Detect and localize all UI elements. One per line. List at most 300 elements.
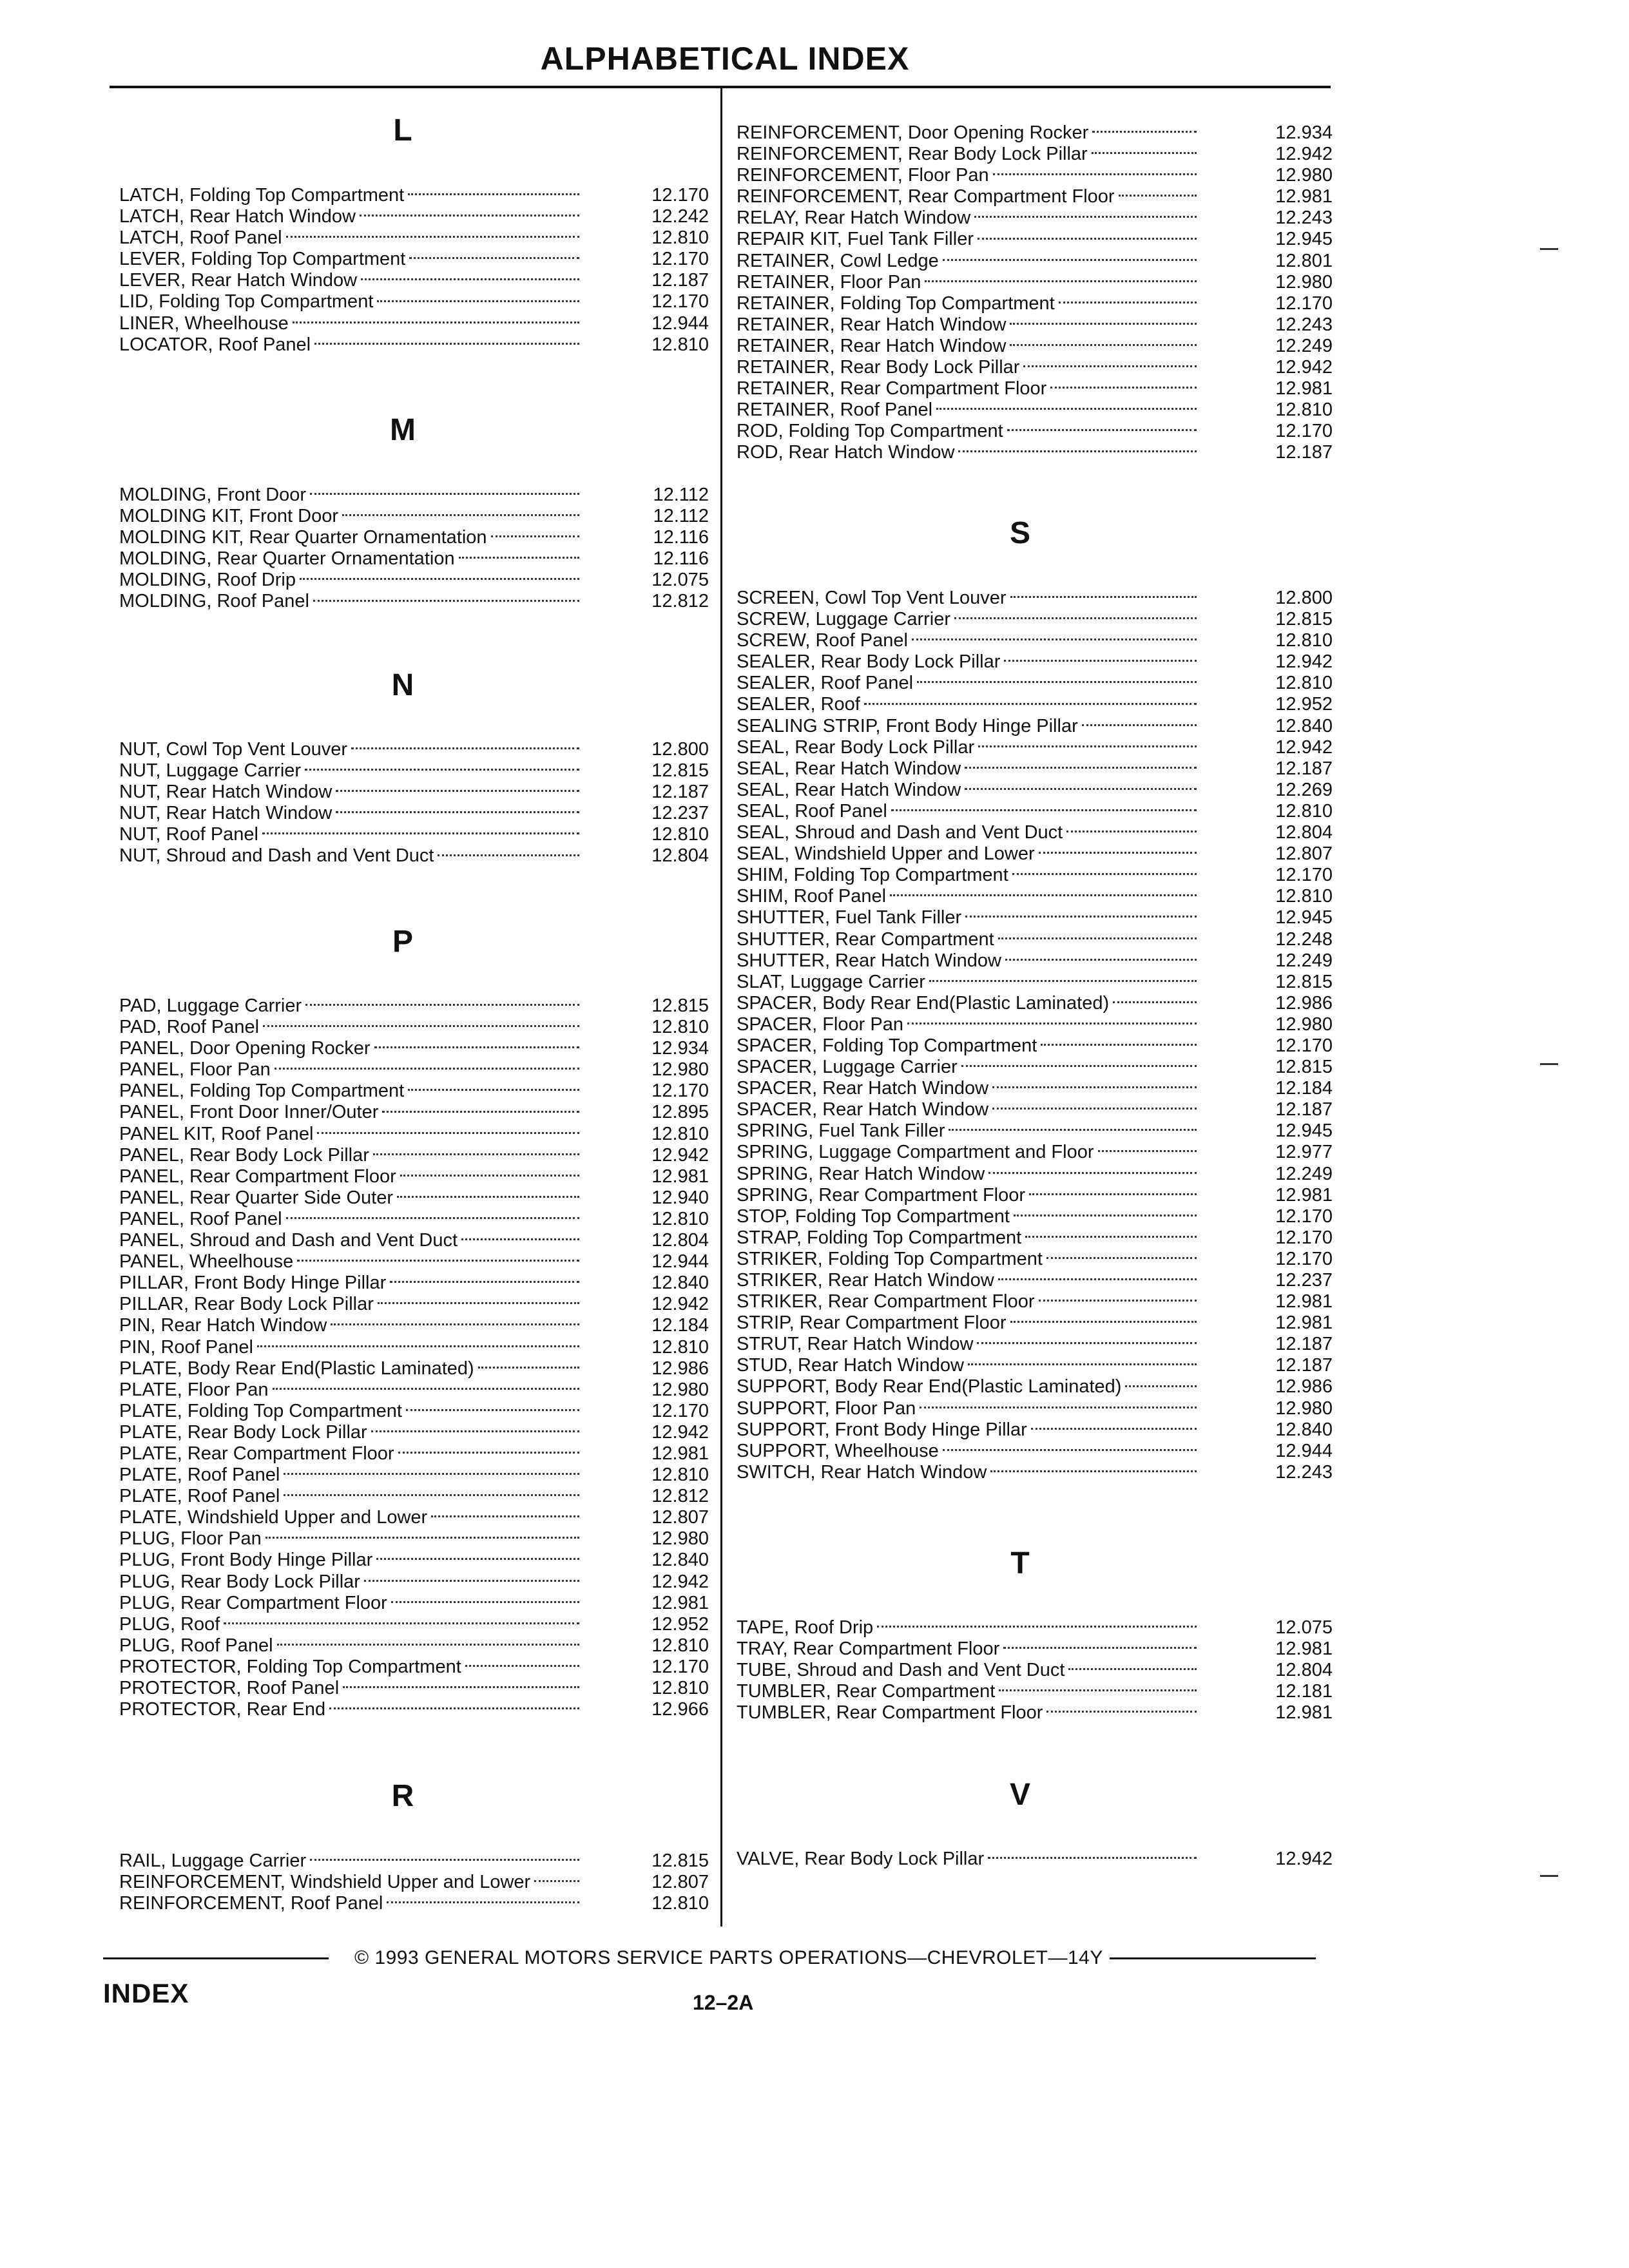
- index-entry: [119, 313, 709, 334]
- section-letter: P: [392, 925, 413, 959]
- dot-leader: [1039, 852, 1197, 854]
- dot-leader: [293, 322, 579, 323]
- entry-name: LID, Folding Top Compartment: [119, 291, 374, 312]
- dot-leader: [1125, 1385, 1197, 1387]
- dot-leader: [978, 745, 1197, 747]
- section-label: INDEX: [103, 1978, 189, 2008]
- entry-name: TUBE, Shroud and Dash and Vent Duct: [737, 1660, 1065, 1681]
- dot-leader: [1025, 1236, 1197, 1238]
- entry-name: STRIKER, Rear Compartment Floor: [737, 1291, 1035, 1312]
- entry-reference: 12.170: [651, 1400, 709, 1421]
- entry-name: NUT, Rear Hatch Window: [119, 782, 333, 803]
- index-entry: [119, 1872, 709, 1893]
- index-entry: [119, 1315, 709, 1336]
- page-number: 12–2A: [693, 1991, 754, 2014]
- entry-name: PLATE, Floor Pan: [119, 1379, 269, 1400]
- entry-name: PLUG, Front Body Hinge Pillar: [119, 1550, 373, 1571]
- index-entry: [737, 950, 1333, 972]
- dot-leader: [1113, 1001, 1197, 1003]
- dot-leader: [1082, 724, 1197, 726]
- index-entry: [737, 207, 1333, 229]
- dot-leader: [949, 1129, 1197, 1131]
- entry-reference: 12.187: [1275, 1099, 1333, 1120]
- entry-reference: 12.810: [1275, 399, 1333, 421]
- entry-name: MOLDING, Front Door: [119, 485, 307, 505]
- section-letter: T: [1010, 1546, 1030, 1581]
- index-entry: [737, 144, 1333, 165]
- entry-name: MOLDING, Roof Drip: [119, 570, 296, 591]
- entry-reference: 12.184: [651, 1315, 709, 1336]
- dot-leader: [297, 1260, 579, 1262]
- entry-name: PIN, Roof Panel: [119, 1336, 253, 1358]
- entry-reference: 12.815: [651, 1850, 709, 1871]
- index-entry: [737, 865, 1333, 886]
- entry-reference: 12.942: [651, 1571, 709, 1592]
- entry-name: RETAINER, Floor Pan: [737, 271, 921, 293]
- entry-name: MOLDING, Rear Quarter Ornamentation: [119, 548, 455, 570]
- index-entry: [119, 1528, 709, 1550]
- entry-name: PANEL KIT, Roof Panel: [119, 1123, 314, 1144]
- entry-name: SEAL, Rear Hatch Window: [737, 758, 961, 779]
- entry-name: PROTECTOR, Rear End: [119, 1699, 326, 1720]
- index-entry: [737, 1334, 1333, 1355]
- entry-reference: 12.187: [1275, 442, 1333, 463]
- index-entry: [119, 824, 709, 845]
- index-entry: [737, 165, 1333, 186]
- entry-reference: 12.810: [1275, 630, 1333, 651]
- index-entry: [119, 591, 709, 612]
- entry-reference: 12.942: [651, 1144, 709, 1166]
- dot-leader: [925, 280, 1197, 282]
- index-entry: [737, 588, 1333, 609]
- dot-leader: [1012, 873, 1197, 875]
- entry-name: ROD, Folding Top Compartment: [737, 421, 1003, 442]
- entry-reference: 12.170: [1275, 1206, 1333, 1227]
- entry-name: SEALING STRIP, Front Body Hinge Pillar: [737, 715, 1078, 736]
- entry-reference: 12.981: [1275, 378, 1333, 399]
- index-entry: [737, 993, 1333, 1014]
- entry-name: SHUTTER, Rear Hatch Window: [737, 950, 1001, 971]
- entry-name: LOCATOR, Roof Panel: [119, 334, 311, 355]
- entry-reference: 12.269: [1275, 779, 1333, 800]
- dot-leader: [275, 1068, 579, 1070]
- entry-name: SPRING, Luggage Compartment and Floor: [737, 1142, 1094, 1163]
- entry-reference: 12.895: [651, 1102, 709, 1123]
- entry-reference: 12.810: [651, 1678, 709, 1698]
- entry-name: STUD, Rear Hatch Window: [737, 1355, 964, 1376]
- index-entry: [119, 1401, 709, 1422]
- entry-reference: 12.810: [1275, 800, 1333, 822]
- dot-leader: [409, 257, 579, 259]
- index-entry: [119, 1699, 709, 1720]
- entry-name: PLUG, Rear Compartment Floor: [119, 1592, 387, 1613]
- entry-reference: 12.981: [1275, 1291, 1333, 1312]
- entry-name: LATCH, Rear Hatch Window: [119, 206, 356, 227]
- entry-name: LEVER, Folding Top Compartment: [119, 249, 406, 270]
- entry-reference: 12.187: [1275, 1355, 1333, 1376]
- entry-name: PLATE, Rear Body Lock Pillar: [119, 1421, 367, 1443]
- entry-reference: 12.977: [1275, 1142, 1333, 1163]
- dot-leader: [992, 1108, 1197, 1110]
- entry-reference: 12.804: [1275, 822, 1333, 843]
- dot-leader: [360, 215, 579, 216]
- entry-name: SCREW, Roof Panel: [737, 630, 908, 651]
- dot-leader: [374, 1046, 579, 1048]
- index-entry: [737, 1206, 1333, 1227]
- entry-reference: 12.116: [653, 548, 709, 570]
- entry-list: [737, 1849, 1333, 1870]
- dot-leader: [277, 1644, 579, 1646]
- index-entry: [737, 1014, 1333, 1035]
- entry-reference: 12.170: [651, 1656, 709, 1677]
- index-entry: [737, 780, 1333, 801]
- entry-name: TAPE, Roof Drip: [737, 1617, 874, 1638]
- entry-reference: 12.944: [1275, 1440, 1333, 1461]
- entry-name: PROTECTOR, Folding Top Compartment: [119, 1656, 461, 1677]
- index-entry: [119, 739, 709, 760]
- index-entry: [737, 229, 1333, 250]
- entry-name: REINFORCEMENT, Roof Panel: [119, 1893, 383, 1914]
- index-entry: [737, 1681, 1333, 1702]
- dot-leader: [965, 767, 1197, 769]
- entry-reference: 12.981: [651, 1592, 709, 1613]
- entry-name: STRIKER, Folding Top Compartment: [737, 1248, 1043, 1269]
- dot-leader: [864, 703, 1197, 705]
- entry-name: SCREW, Luggage Carrier: [737, 609, 951, 630]
- entry-name: RETAINER, Folding Top Compartment: [737, 293, 1055, 314]
- entry-name: PILLAR, Rear Body Lock Pillar: [119, 1294, 374, 1315]
- dot-leader: [400, 1175, 579, 1177]
- index-entry: [737, 1185, 1333, 1206]
- index-entry: [737, 822, 1333, 843]
- dot-leader: [1046, 1711, 1197, 1713]
- margin-tick: [1540, 248, 1558, 250]
- entry-list: [119, 185, 709, 356]
- entry-name: STRIP, Rear Compartment Floor: [737, 1312, 1007, 1334]
- entry-name: PANEL, Folding Top Compartment: [119, 1081, 405, 1102]
- entry-reference: 12.181: [1275, 1681, 1333, 1702]
- entry-reference: 12.237: [651, 803, 709, 824]
- index-entry: [119, 760, 709, 782]
- dot-leader: [1010, 344, 1197, 346]
- index-entry: [119, 1294, 709, 1315]
- index-entry: [119, 1507, 709, 1528]
- entry-reference: 12.952: [1275, 694, 1333, 715]
- dot-leader: [310, 493, 579, 495]
- footer-line: [103, 1947, 1327, 1969]
- entry-reference: 12.801: [1275, 250, 1333, 271]
- entry-reference: 12.804: [651, 1230, 709, 1251]
- entry-name: NUT, Luggage Carrier: [119, 760, 302, 782]
- entry-reference: 12.840: [651, 1273, 709, 1294]
- entry-reference: 12.980: [1275, 1014, 1333, 1035]
- dot-leader: [376, 1558, 579, 1560]
- entry-reference: 12.170: [651, 1081, 709, 1102]
- entry-name: SPRING, Rear Hatch Window: [737, 1163, 985, 1184]
- dot-leader: [1092, 152, 1197, 154]
- entry-name: PLUG, Rear Body Lock Pillar: [119, 1571, 360, 1592]
- dot-leader: [1005, 959, 1197, 961]
- entry-reference: 12.170: [1275, 1227, 1333, 1248]
- entry-name: PANEL, Wheelhouse: [119, 1251, 294, 1273]
- dot-leader: [257, 1345, 579, 1347]
- index-entry: [119, 1102, 709, 1123]
- dot-leader: [273, 1388, 579, 1390]
- entry-name: SEAL, Rear Body Lock Pillar: [737, 736, 975, 758]
- entry-reference: 12.810: [1275, 886, 1333, 907]
- index-entry: [737, 251, 1333, 272]
- index-entry: [119, 1358, 709, 1379]
- dot-leader: [461, 1238, 579, 1240]
- footer-rule-right: [1110, 1957, 1316, 1959]
- dot-leader: [351, 747, 579, 749]
- index-entry: [737, 1142, 1333, 1163]
- entry-list: [119, 995, 709, 1720]
- index-entry: [119, 1379, 709, 1401]
- dot-leader: [263, 1025, 579, 1027]
- entry-reference: 12.966: [651, 1699, 709, 1720]
- dot-leader: [936, 408, 1197, 410]
- entry-name: PANEL, Roof Panel: [119, 1208, 282, 1229]
- index-entry: [119, 1337, 709, 1358]
- dot-leader: [1098, 1150, 1197, 1152]
- index-entry: [119, 1038, 709, 1059]
- index-entry: [737, 1099, 1333, 1120]
- index-entry: [737, 293, 1333, 314]
- index-entry: [119, 1422, 709, 1443]
- index-entry: [737, 421, 1333, 442]
- dot-leader: [1059, 302, 1197, 303]
- dot-leader: [390, 1281, 579, 1283]
- margin-tick: [1540, 1875, 1558, 1877]
- index-entry: [737, 716, 1333, 737]
- entry-reference: 12.112: [653, 506, 709, 527]
- entry-name: PLATE, Rear Compartment Floor: [119, 1443, 394, 1464]
- entry-name: SUPPORT, Body Rear End(Plastic Laminated): [737, 1376, 1122, 1398]
- entry-name: SHIM, Folding Top Compartment: [737, 865, 1008, 886]
- dot-leader: [998, 937, 1197, 939]
- entry-reference: 12.980: [651, 1059, 709, 1081]
- index-entry: [119, 1635, 709, 1657]
- dot-leader: [999, 1689, 1197, 1691]
- entry-reference: 12.810: [651, 1635, 709, 1656]
- entry-name: SLAT, Luggage Carrier: [737, 971, 925, 992]
- dot-leader: [286, 236, 579, 238]
- index-entry: [119, 1273, 709, 1294]
- entry-reference: 12.812: [651, 1486, 709, 1507]
- dot-leader: [990, 1470, 1197, 1472]
- dot-leader: [965, 916, 1197, 918]
- dot-leader: [377, 300, 579, 302]
- index-entry: [737, 843, 1333, 865]
- index-entry: [119, 1166, 709, 1187]
- entry-reference: 12.804: [1275, 1660, 1333, 1681]
- entry-name: PAD, Luggage Carrier: [119, 995, 302, 1016]
- section-letter: N: [391, 668, 414, 702]
- dot-leader: [378, 1302, 579, 1304]
- entry-name: PLATE, Windshield Upper and Lower: [119, 1507, 428, 1528]
- entry-name: NUT, Roof Panel: [119, 824, 258, 845]
- index-entry: [119, 1209, 709, 1230]
- index-entry: [737, 1702, 1333, 1724]
- index-entry: [737, 272, 1333, 293]
- index-entry: [737, 1057, 1333, 1078]
- index-entry: [737, 1249, 1333, 1270]
- entry-name: SPRING, Fuel Tank Filler: [737, 1120, 945, 1142]
- entry-name: PANEL, Door Opening Rocker: [119, 1038, 371, 1059]
- index-entry: [119, 1081, 709, 1102]
- dot-leader: [286, 1217, 579, 1219]
- dot-leader: [431, 1515, 579, 1517]
- dot-leader: [907, 1023, 1197, 1024]
- entry-name: REINFORCEMENT, Door Opening Rocker: [737, 122, 1089, 143]
- dot-leader: [387, 1901, 579, 1903]
- dot-leader: [992, 1086, 1197, 1088]
- dot-leader: [343, 1686, 579, 1688]
- index-entry: [737, 1078, 1333, 1099]
- entry-name: LINER, Wheelhouse: [119, 312, 289, 334]
- entry-reference: 12.942: [1275, 357, 1333, 378]
- entry-name: VALVE, Rear Body Lock Pillar: [737, 1849, 985, 1869]
- dot-leader: [391, 1601, 579, 1603]
- dot-leader: [968, 1363, 1197, 1365]
- dot-leader: [958, 450, 1197, 452]
- dot-leader: [988, 1172, 1197, 1174]
- entry-name: SHIM, Roof Panel: [737, 886, 887, 907]
- dot-leader: [331, 1323, 579, 1325]
- entry-reference: 12.170: [651, 291, 709, 312]
- index-entry: [119, 485, 709, 506]
- index-entry: [737, 1617, 1333, 1639]
- entry-reference: 12.807: [651, 1872, 709, 1893]
- entry-name: PAD, Roof Panel: [119, 1017, 260, 1038]
- dot-leader: [1029, 1193, 1197, 1195]
- entry-reference: 12.942: [1275, 1849, 1333, 1869]
- entry-name: RETAINER, Rear Body Lock Pillar: [737, 357, 1020, 378]
- dot-leader: [1004, 660, 1197, 662]
- index-entry: [119, 1124, 709, 1145]
- entry-reference: 12.112: [653, 485, 709, 505]
- entry-name: NUT, Cowl Top Vent Louver: [119, 739, 348, 760]
- index-entry: [119, 1678, 709, 1699]
- index-entry: [737, 1849, 1333, 1870]
- dot-leader: [313, 600, 579, 602]
- entry-reference: 12.187: [651, 782, 709, 803]
- entry-reference: 12.934: [1275, 122, 1333, 143]
- entry-name: RELAY, Rear Hatch Window: [737, 207, 971, 229]
- entry-reference: 12.187: [651, 270, 709, 291]
- index-entry: [737, 1035, 1333, 1057]
- entry-reference: 12.942: [651, 1421, 709, 1443]
- entry-name: SPACER, Rear Hatch Window: [737, 1099, 989, 1120]
- entry-name: PANEL, Rear Quarter Side Outer: [119, 1187, 393, 1208]
- entry-reference: 12.170: [651, 249, 709, 270]
- entry-name: PANEL, Front Door Inner/Outer: [119, 1102, 379, 1123]
- entry-reference: 12.942: [1275, 144, 1333, 165]
- entry-name: MOLDING KIT, Front Door: [119, 506, 339, 527]
- dot-leader: [961, 1065, 1197, 1067]
- dot-leader: [465, 1665, 579, 1667]
- entry-name: REINFORCEMENT, Rear Compartment Floor: [737, 186, 1115, 207]
- entry-reference: 12.810: [651, 1465, 709, 1486]
- entry-reference: 12.942: [651, 1294, 709, 1315]
- index-entry: [737, 929, 1333, 950]
- entry-name: SPACER, Floor Pan: [737, 1014, 903, 1035]
- dot-leader: [954, 617, 1197, 619]
- entry-name: TUMBLER, Rear Compartment: [737, 1681, 996, 1702]
- entry-reference: 12.170: [1275, 1035, 1333, 1056]
- entry-reference: 12.981: [1275, 1702, 1333, 1724]
- entry-name: PANEL, Rear Compartment Floor: [119, 1166, 396, 1187]
- entry-reference: 12.986: [651, 1358, 709, 1379]
- entry-reference: 12.815: [651, 995, 709, 1016]
- dot-leader: [1023, 365, 1197, 367]
- entry-reference: 12.981: [1275, 1312, 1333, 1334]
- entry-name: LATCH, Folding Top Compartment: [119, 185, 405, 206]
- footer-rule-left: [103, 1957, 329, 1959]
- dot-leader: [224, 1622, 579, 1624]
- entry-reference: 12.980: [651, 1379, 709, 1400]
- index-entry: [737, 758, 1333, 780]
- entry-reference: 12.815: [1275, 609, 1333, 630]
- entry-name: SHUTTER, Fuel Tank Filler: [737, 907, 962, 928]
- dot-leader: [1092, 131, 1197, 133]
- dot-leader: [1010, 323, 1197, 325]
- entry-reference: 12.840: [651, 1550, 709, 1571]
- index-entry: [119, 227, 709, 249]
- entry-name: PLUG, Floor Pan: [119, 1528, 262, 1550]
- entry-name: STRIKER, Rear Hatch Window: [737, 1270, 994, 1291]
- dot-leader: [1014, 1215, 1197, 1216]
- dot-leader: [1046, 1257, 1197, 1259]
- section-letter: V: [1009, 1778, 1030, 1812]
- dot-leader: [974, 216, 1197, 218]
- entry-name: PLATE, Body Rear End(Plastic Laminated): [119, 1358, 474, 1379]
- dot-leader: [262, 832, 579, 834]
- entry-name: NUT, Rear Hatch Window: [119, 803, 333, 824]
- entry-reference: 12.945: [1275, 1120, 1333, 1142]
- dot-leader: [929, 980, 1197, 982]
- entry-reference: 12.980: [1275, 1398, 1333, 1419]
- dot-leader: [943, 1449, 1197, 1451]
- entry-reference: 12.812: [651, 591, 709, 612]
- entry-reference: 12.815: [1275, 971, 1333, 992]
- index-entry: [119, 185, 709, 206]
- entry-reference: 12.810: [651, 227, 709, 249]
- index-entry: [737, 1419, 1333, 1441]
- entry-list: [119, 485, 709, 613]
- index-entry: [737, 1398, 1333, 1419]
- index-entry: [737, 399, 1333, 421]
- dot-leader: [406, 1409, 579, 1411]
- entry-list: [119, 1850, 709, 1914]
- index-entry: [737, 886, 1333, 907]
- dot-leader: [382, 1111, 579, 1113]
- index-entry: [737, 1441, 1333, 1462]
- dot-leader: [917, 681, 1197, 683]
- index-entry: [119, 249, 709, 270]
- entry-reference: 12.237: [1275, 1270, 1333, 1291]
- dot-leader: [491, 535, 579, 537]
- index-entry: [737, 1312, 1333, 1334]
- entry-name: NUT, Shroud and Dash and Vent Duct: [119, 845, 434, 867]
- dot-leader: [336, 790, 579, 792]
- index-entry: [119, 1486, 709, 1507]
- dot-leader: [459, 557, 579, 559]
- entry-name: SWITCH, Rear Hatch Window: [737, 1461, 987, 1483]
- entry-reference: 12.248: [1275, 928, 1333, 950]
- entry-name: SUPPORT, Wheelhouse: [737, 1440, 939, 1461]
